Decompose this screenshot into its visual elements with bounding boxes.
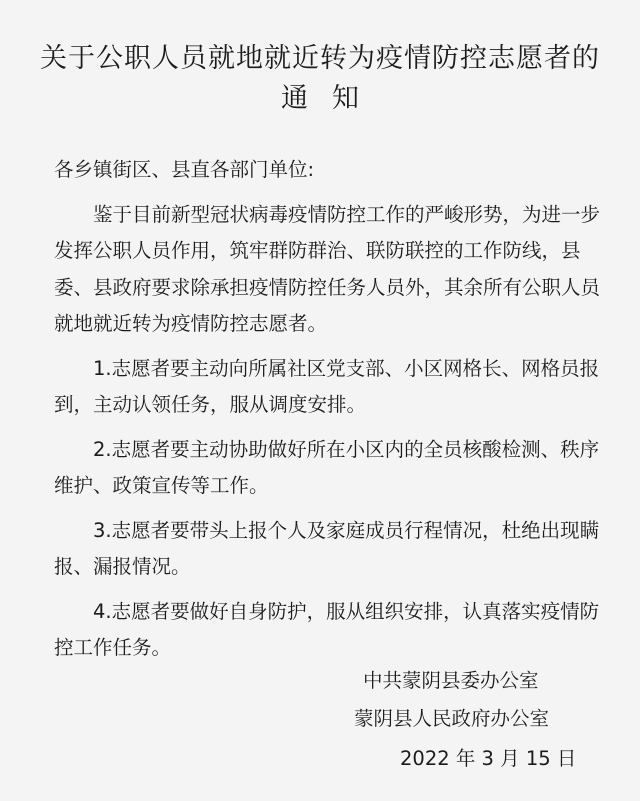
signature-government-office: 蒙阴县人民政府办公室 [354,707,550,730]
issue-date: 2022 年 3 月 15 日 [400,747,577,770]
notice-title-line1: 关于公职人员就地就近转为疫情防控志愿者的 [40,43,600,74]
salutation: 各乡镇街区、县直各部门单位: [54,158,315,181]
paragraph-item-2: 2.志愿者要主动协助做好所在小区内的全员核酸检测、秩序维护、政策宣传等工作。 [54,437,600,497]
notice-body [54,152,614,675]
paragraph-item-1: 1.志愿者要主动向所属社区党支部、小区网格长、网格员报到，主动认领任务，服从调度安排。 [54,356,600,416]
signature-party-office: 中共蒙阴县委办公室 [363,669,539,692]
paragraph-item-3: 3.志愿者要带头上报个人及家庭成员行程情况，杜绝出现瞒报、漏报情况。 [54,518,600,578]
paragraph-item-4: 4.志愿者要做好自身防护，服从组织安排，认真落实疫情防控工作任务。 [54,599,600,659]
paragraph-intro: 鉴于目前新型冠状病毒疫情防控工作的严峻形势，为进一步发挥公职人员作用，筑牢群防群治、联防联控的工作防线，县委、县政府要求除承担疫情防控任务人员外，其余所有公职人员就地就近转为疫情防控志愿者。 [54,202,601,335]
notice-title-line2: 通知 [281,83,383,114]
